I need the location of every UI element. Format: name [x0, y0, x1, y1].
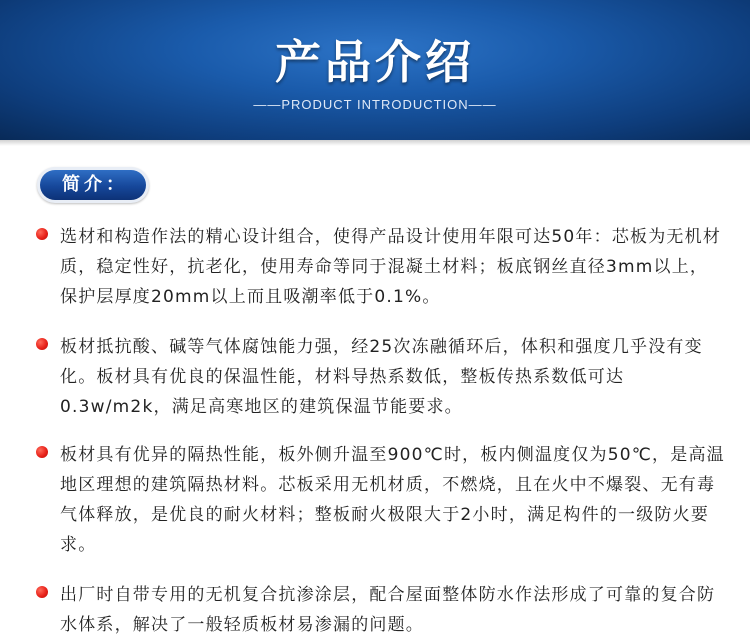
list-item-text: 出厂时自带专用的无机复合抗渗涂层，配合屋面整体防水作法形成了可靠的复合防水体系，解决了一般轻质板材易渗漏的问题。 — [60, 585, 716, 635]
bullet-dot-icon — [36, 586, 48, 598]
header-banner — [0, 0, 750, 140]
bullet-dot-icon — [36, 228, 48, 240]
page-title: 产品介绍 — [275, 35, 475, 89]
bullet-dot-icon — [36, 338, 48, 350]
section-label: 简介： — [40, 170, 146, 200]
section-badge — [37, 167, 149, 203]
page-subtitle: ——PRODUCT INTRODUCTION—— — [253, 97, 497, 112]
bullet-dot-icon — [36, 446, 48, 458]
list-item-text: 板材抵抗酸、碱等气体腐蚀能力强，经25次冻融循环后，体积和强度几乎没有变化。板材具有优良的保温性能，材料导热系数低，整板传热系数低可达0.3w/m2k，满足高寒地区的建筑保温节能要求。 — [60, 337, 703, 417]
list-item-text: 板材具有优异的隔热性能，板外侧升温至900℃时，板内侧温度仅为50℃，是高温地区理想的建筑隔热材料。芯板采用无机材质，不燃烧，且在火中不爆裂、无有毒气体释放，是优良的耐火材料；整板耐火极限大于2小时，满足构件的一级防火要求。 — [60, 445, 725, 555]
list-item-text: 选材和构造作法的精心设计组合，使得产品设计使用年限可达50年：芯板为无机材质，稳定性好，抗老化，使用寿命等同于混凝土材料；板底钢丝直径3mm以上，保护层厚度20mm以上而且吸潮率低于0.1%。 — [60, 227, 722, 307]
